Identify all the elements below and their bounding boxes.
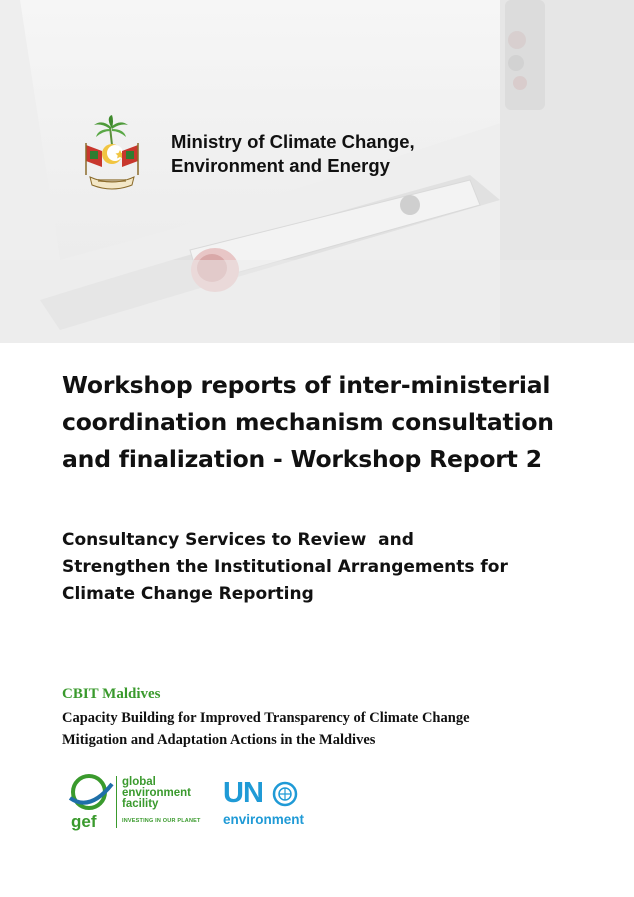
report-title-line2: coordination mechanism consultation [62,408,554,436]
report-subtitle-line3: Climate Change Reporting [62,584,314,604]
gef-divider [116,776,117,828]
gef-tagline: INVESTING IN OUR PLANET [122,818,201,824]
ministry-name [171,130,415,178]
un-environment-label: environment [223,812,305,827]
ministry-name-line1: Ministry of Climate Change, [171,131,415,152]
report-title [62,367,582,478]
un-wordmark: UN [223,777,263,809]
gef-name-line3: facility [122,798,159,810]
gef-name [122,777,191,810]
report-subtitle-line1: Consultancy Services to Review and [62,530,414,550]
report-title-line1: Workshop reports of inter-ministerial [62,371,551,399]
un-globe-icon [272,781,298,807]
project-description [62,707,542,751]
project-description-line1: Capacity Building for Improved Transparency of Climate Change [62,710,470,726]
report-subtitle-line2: Strengthen the Institutional Arrangements for [62,557,508,577]
gef-name-line2: environment [122,787,192,799]
project-description-line2: Mitigation and Adaptation Actions in the Maldives [62,732,376,748]
gef-wordmark: gef [71,812,97,831]
report-title-line3: and finalization - Workshop Report 2 [62,445,542,473]
report-subtitle [62,527,562,608]
gef-name-line1: global [122,776,156,788]
project-name: CBIT Maldives [62,686,161,702]
ministry-name-line2: Environment and Energy [171,155,390,176]
maldives-emblem-icon [76,115,148,195]
